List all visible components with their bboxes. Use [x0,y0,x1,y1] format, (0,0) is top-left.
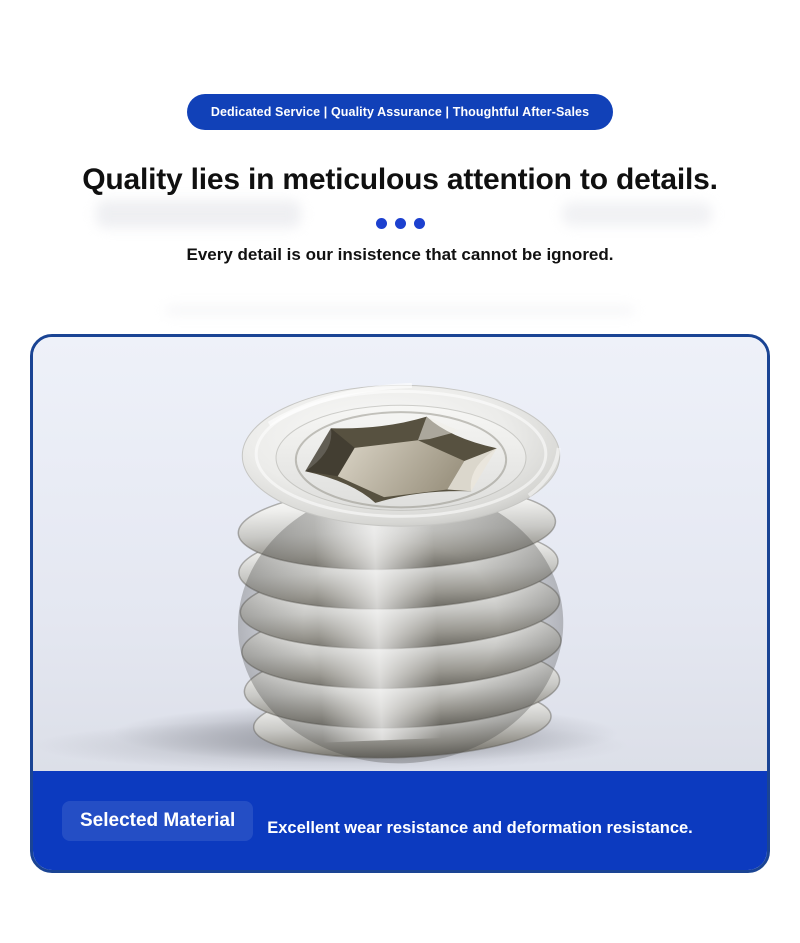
section-heading: Quality lies in meticulous attention to details. [82,163,718,196]
divider-dots [0,218,800,229]
feature-card [30,334,770,873]
product-photo-svg [33,337,767,771]
ghost-watermark [165,306,635,315]
feature-title: Selected Material [80,809,236,831]
feature-description: Excellent wear resistance and deformation resistance. [267,819,693,837]
product-photo [33,337,767,771]
section-subtitle: Every detail is our insistence that cannot be ignored. [186,245,614,264]
feature-title-chip [62,801,253,841]
service-badge: Dedicated Service | Quality Assurance | Thoughtful After-Sales [187,94,613,130]
badge-row [0,0,800,130]
divider-dot [414,218,425,229]
feature-bar [33,771,767,870]
divider-dot [376,218,387,229]
divider-dot [395,218,406,229]
